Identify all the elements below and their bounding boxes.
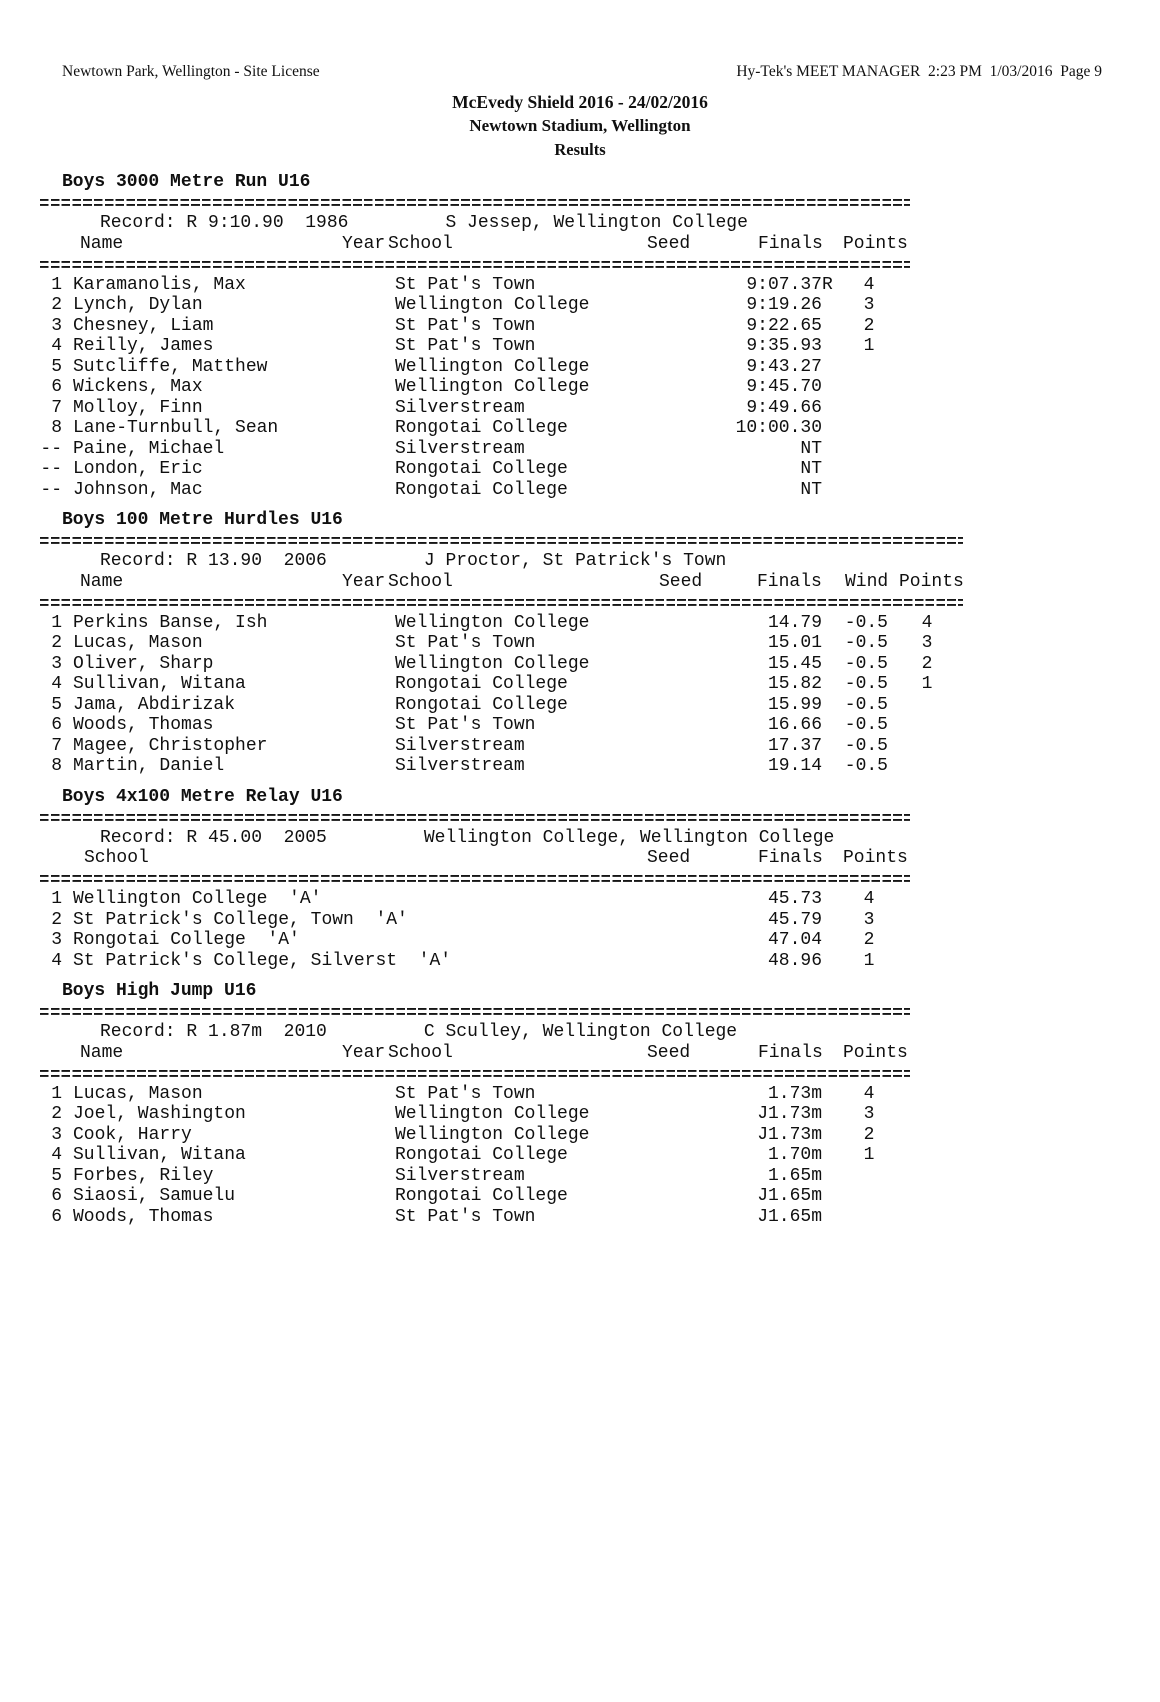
separator <box>40 1063 1160 1084</box>
record-line <box>40 1022 1160 1043</box>
finals-cell: 1.73m <box>767 1083 822 1104</box>
place-cell: 4 <box>51 674 62 694</box>
separator <box>40 592 1160 613</box>
name-cell: Reilly, James <box>73 336 214 356</box>
finals-cell: 14.79 <box>767 612 822 633</box>
school-cell: Wellington College <box>395 612 590 633</box>
school-cell: Wellington College <box>395 653 590 674</box>
results-heading: Results <box>554 140 606 159</box>
result-row <box>40 613 1160 634</box>
col-finals: Finals <box>758 233 823 254</box>
finals-cell: 15.82 <box>767 674 822 694</box>
section-title: Boys 100 Metre Hurdles U16 <box>62 510 343 530</box>
place-cell: 6 <box>51 1206 62 1227</box>
school-cell: Rongotai College <box>395 674 568 694</box>
place-cell: 1 <box>51 1083 62 1104</box>
place-cell: 4 <box>51 950 62 971</box>
event-section-4x100-relay <box>40 787 1160 972</box>
school-cell: St Pat's Town <box>395 274 536 295</box>
record-holder: C Sculley, Wellington College <box>423 1022 738 1042</box>
result-row <box>40 756 1160 777</box>
results-list <box>40 1084 1160 1228</box>
col-school: School <box>84 848 149 868</box>
finals-cell: NT <box>800 459 822 479</box>
place-cell: 3 <box>51 653 62 674</box>
result-row <box>40 910 1160 931</box>
points-cell: 2 <box>863 315 875 336</box>
separator <box>40 254 1160 275</box>
place-cell: 2 <box>51 295 62 315</box>
school-cell: Wellington College <box>395 1104 590 1124</box>
print-header <box>0 62 1160 81</box>
separator <box>40 869 1160 890</box>
place-cell: 6 <box>51 377 62 397</box>
place-cell: 5 <box>51 1165 62 1186</box>
school-cell: Rongotai College <box>395 479 568 500</box>
event-section-high-jump <box>40 981 1160 1227</box>
section-title: Boys 4x100 Metre Relay U16 <box>62 786 343 807</box>
school-cell: Silverstream <box>395 438 525 459</box>
result-row <box>40 1207 1160 1228</box>
record-year: 2006 <box>283 551 327 571</box>
record-line <box>40 213 1160 234</box>
school-cell: Wellington College <box>395 356 590 377</box>
school-cell: Rongotai College <box>395 694 568 715</box>
col-school: School <box>388 1042 453 1063</box>
place-cell: 6 <box>51 1186 62 1206</box>
name-cell: Perkins Banse, Ish <box>73 612 268 633</box>
name-cell: Siaosi, Samuelu <box>73 1186 236 1206</box>
points-cell: 3 <box>863 295 875 315</box>
col-wind: Wind <box>845 571 889 592</box>
finals-cell: NT <box>800 479 822 500</box>
school-cell: St Pat's Town <box>395 1206 536 1227</box>
record-line <box>40 828 1160 849</box>
name-cell: Wickens, Max <box>73 377 203 397</box>
place-cell: 4 <box>51 336 62 356</box>
record-holder: Wellington College, Wellington College <box>423 827 835 848</box>
wind-cell: -0.5 <box>844 756 888 776</box>
separator <box>40 807 1160 828</box>
wind-cell: -0.5 <box>844 674 888 694</box>
points-cell: 4 <box>863 1083 875 1104</box>
points-cell: 4 <box>863 889 875 909</box>
program-page-info: Hy-Tek's MEET MANAGER 2:23 PM 1/03/2016 Page 9 <box>736 63 1102 80</box>
col-seed: Seed <box>647 848 691 868</box>
wind-cell: -0.5 <box>844 633 888 653</box>
school-cell: Wellington College <box>395 1124 590 1145</box>
col-year: Year <box>342 233 386 254</box>
record-holder: S Jessep, Wellington College <box>445 213 748 233</box>
place-cell: 1 <box>51 274 62 295</box>
school-cell: Rongotai College <box>395 1145 568 1165</box>
record-flag: R <box>822 274 833 295</box>
points-cell: 3 <box>921 633 933 653</box>
record-year: 1986 <box>305 213 349 233</box>
record-label: Record: <box>100 213 176 233</box>
place-cell: -- <box>40 479 62 500</box>
result-row <box>40 889 1160 910</box>
school-cell: St Pat's Town <box>395 336 536 356</box>
result-row <box>40 1186 1160 1207</box>
wind-cell: -0.5 <box>844 653 888 674</box>
name-cell: St Patrick's College, Town 'A' <box>73 909 408 930</box>
col-finals: Finals <box>758 1042 823 1063</box>
points-cell: 4 <box>921 612 933 633</box>
results-list <box>40 613 1160 777</box>
school-cell: Silverstream <box>395 756 525 776</box>
place-cell: 5 <box>51 694 62 715</box>
finals-cell: 15.01 <box>767 633 822 653</box>
school-cell: Wellington College <box>395 377 590 397</box>
column-headers <box>40 572 1160 593</box>
col-name: Name <box>80 1042 124 1063</box>
points-cell: 4 <box>863 274 875 295</box>
col-name: Name <box>80 571 124 592</box>
name-cell: Sutcliffe, Matthew <box>73 356 268 377</box>
result-row <box>40 459 1160 480</box>
finals-cell: 1.65m <box>767 1165 822 1186</box>
col-school: School <box>388 233 453 254</box>
col-points: Points <box>843 1042 908 1063</box>
finals-cell: 45.79 <box>767 909 822 930</box>
column-headers <box>40 234 1160 255</box>
name-cell: Lane-Turnbull, Sean <box>73 418 279 438</box>
col-seed: Seed <box>647 233 691 254</box>
col-name: Name <box>80 233 124 254</box>
school-cell: Rongotai College <box>395 418 568 438</box>
points-cell: 1 <box>863 950 875 971</box>
name-cell: Rongotai College 'A' <box>73 930 300 950</box>
points-cell: 2 <box>863 1124 875 1145</box>
place-cell: 7 <box>51 735 62 756</box>
result-row <box>40 336 1160 357</box>
finals-cell: J1.73m <box>757 1124 822 1145</box>
event-section-3000m-run <box>40 172 1160 500</box>
result-row <box>40 736 1160 757</box>
finals-cell: 9:45.70 <box>746 377 822 397</box>
col-points: Points <box>843 233 908 254</box>
name-cell: Woods, Thomas <box>73 1206 214 1227</box>
record-mark: R 9:10.90 <box>186 213 284 233</box>
finals-cell: 45.73 <box>767 889 822 909</box>
results-document <box>0 172 1160 1227</box>
place-cell: 2 <box>51 909 62 930</box>
name-cell: Sullivan, Witana <box>73 674 246 694</box>
record-mark: R 1.87m <box>186 1022 263 1042</box>
place-cell: -- <box>40 459 62 479</box>
place-cell: 1 <box>51 612 62 633</box>
finals-cell: 9:19.26 <box>746 295 822 315</box>
record-label: Record: <box>100 551 176 571</box>
name-cell: Paine, Michael <box>73 438 225 459</box>
result-row <box>40 377 1160 398</box>
school-cell: Rongotai College <box>395 1186 568 1206</box>
result-row <box>40 480 1160 501</box>
name-cell: Jama, Abdirizak <box>73 694 236 715</box>
finals-cell: 16.66 <box>767 715 822 735</box>
record-holder: J Proctor, St Patrick's Town <box>423 551 727 571</box>
separator <box>40 1002 1160 1023</box>
name-cell: Magee, Christopher <box>73 735 268 756</box>
col-points: Points <box>843 848 908 868</box>
finals-cell: J1.65m <box>757 1206 822 1227</box>
name-cell: Lynch, Dylan <box>73 295 203 315</box>
wind-cell: -0.5 <box>844 715 888 735</box>
column-headers <box>40 848 1160 869</box>
result-row <box>40 654 1160 675</box>
license-text: Newtown Park, Wellington - Site License <box>62 63 320 80</box>
section-title: Boys 3000 Metre Run U16 <box>62 172 311 192</box>
event-section-100m-hurdles <box>40 510 1160 777</box>
record-line <box>40 551 1160 572</box>
place-cell: 1 <box>51 889 62 909</box>
points-cell: 3 <box>863 1104 875 1124</box>
place-cell: 3 <box>51 930 62 950</box>
place-cell: 6 <box>51 715 62 735</box>
school-cell: Rongotai College <box>395 459 568 479</box>
result-row <box>40 951 1160 972</box>
finals-cell: 9:07.37 <box>746 274 822 295</box>
finals-cell: 9:35.93 <box>746 336 822 356</box>
col-year: Year <box>342 1042 386 1063</box>
place-cell: 5 <box>51 356 62 377</box>
finals-cell: J1.73m <box>757 1104 822 1124</box>
record-label: Record: <box>100 1022 176 1042</box>
points-cell: 1 <box>863 336 875 356</box>
name-cell: Molloy, Finn <box>73 397 203 418</box>
col-seed: Seed <box>647 1042 691 1063</box>
result-row <box>40 316 1160 337</box>
name-cell: Cook, Harry <box>73 1124 192 1145</box>
name-cell: Joel, Washington <box>73 1104 246 1124</box>
finals-cell: 15.99 <box>767 694 822 715</box>
place-cell: 2 <box>51 1104 62 1124</box>
record-year: 2005 <box>283 827 327 848</box>
wind-cell: -0.5 <box>844 694 888 715</box>
record-mark: R 13.90 <box>186 551 263 571</box>
finals-cell: NT <box>800 438 822 459</box>
page-top-header <box>0 62 1160 162</box>
record-label: Record: <box>100 827 176 848</box>
name-cell: Lucas, Mason <box>73 1083 203 1104</box>
school-cell: Silverstream <box>395 397 525 418</box>
col-finals: Finals <box>758 848 823 868</box>
place-cell: 3 <box>51 315 62 336</box>
school-cell: Silverstream <box>395 1165 525 1186</box>
wind-cell: -0.5 <box>844 735 888 756</box>
name-cell: Lucas, Mason <box>73 633 203 653</box>
result-row <box>40 633 1160 654</box>
name-cell: St Patrick's College, Silverst 'A' <box>73 950 452 971</box>
result-row <box>40 695 1160 716</box>
separator <box>40 193 1160 214</box>
finals-cell: 9:22.65 <box>746 315 822 336</box>
result-row <box>40 275 1160 296</box>
name-cell: Oliver, Sharp <box>73 653 214 674</box>
school-cell: St Pat's Town <box>395 633 536 653</box>
finals-cell: J1.65m <box>757 1186 822 1206</box>
results-list <box>40 275 1160 501</box>
points-cell: 1 <box>921 674 933 694</box>
result-row <box>40 357 1160 378</box>
school-cell: Silverstream <box>395 735 525 756</box>
school-cell: St Pat's Town <box>395 715 536 735</box>
result-row <box>40 674 1160 695</box>
col-seed: Seed <box>659 571 703 592</box>
school-cell: St Pat's Town <box>395 315 536 336</box>
section-title: Boys High Jump U16 <box>62 981 257 1001</box>
finals-cell: 9:43.27 <box>746 356 822 377</box>
name-cell: Sullivan, Witana <box>73 1145 246 1165</box>
points-cell: 2 <box>921 653 933 674</box>
place-cell: -- <box>40 438 62 459</box>
result-row <box>40 930 1160 951</box>
points-cell: 1 <box>863 1145 875 1165</box>
finals-cell: 17.37 <box>767 735 822 756</box>
col-points: Points <box>899 571 964 592</box>
record-year: 2010 <box>283 1022 327 1042</box>
finals-cell: 47.04 <box>767 930 822 950</box>
result-row <box>40 398 1160 419</box>
record-mark: R 45.00 <box>186 827 263 848</box>
place-cell: 4 <box>51 1145 62 1165</box>
separator <box>40 531 1160 552</box>
points-cell: 3 <box>863 909 875 930</box>
place-cell: 3 <box>51 1124 62 1145</box>
meet-venue: Newtown Stadium, Wellington <box>469 116 691 135</box>
points-cell: 2 <box>863 930 875 950</box>
place-cell: 8 <box>51 418 62 438</box>
name-cell: Forbes, Riley <box>73 1165 214 1186</box>
place-cell: 7 <box>51 397 62 418</box>
results-list <box>40 889 1160 971</box>
column-headers <box>40 1043 1160 1064</box>
name-cell: Karamanolis, Max <box>73 274 246 295</box>
col-year: Year <box>342 571 386 592</box>
finals-cell: 15.45 <box>767 653 822 674</box>
result-row <box>40 1084 1160 1105</box>
place-cell: 8 <box>51 756 62 776</box>
place-cell: 2 <box>51 633 62 653</box>
wind-cell: -0.5 <box>844 612 888 633</box>
finals-cell: 19.14 <box>767 756 822 776</box>
result-row <box>40 418 1160 439</box>
name-cell: Chesney, Liam <box>73 315 214 336</box>
name-cell: Martin, Daniel <box>73 756 225 776</box>
col-finals: Finals <box>757 571 822 592</box>
name-cell: Wellington College 'A' <box>73 889 322 909</box>
name-cell: Johnson, Mac <box>73 479 203 500</box>
result-row <box>40 1145 1160 1166</box>
school-cell: St Pat's Town <box>395 1083 536 1104</box>
finals-cell: 10:00.30 <box>735 418 822 438</box>
col-school: School <box>388 571 453 592</box>
finals-cell: 9:49.66 <box>746 397 822 418</box>
result-row <box>40 1166 1160 1187</box>
result-row <box>40 1125 1160 1146</box>
name-cell: London, Eric <box>73 459 203 479</box>
school-cell: Wellington College <box>395 295 590 315</box>
result-row <box>40 295 1160 316</box>
finals-cell: 1.70m <box>767 1145 822 1165</box>
name-cell: Woods, Thomas <box>73 715 214 735</box>
meet-title: McEvedy Shield 2016 - 24/02/2016 <box>452 92 708 112</box>
result-row <box>40 1104 1160 1125</box>
finals-cell: 48.96 <box>767 950 822 971</box>
result-row <box>40 715 1160 736</box>
result-row <box>40 439 1160 460</box>
